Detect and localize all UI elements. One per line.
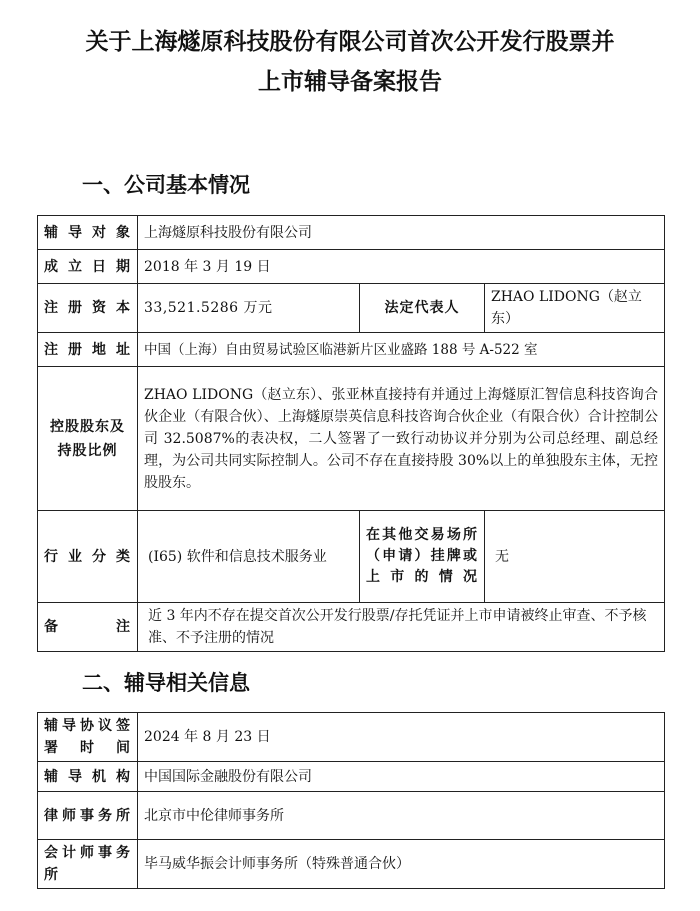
founded-value: 2018 年 3 月 19 日 bbox=[138, 250, 665, 284]
table-row bbox=[38, 762, 665, 792]
law-firm-value: 北京市中伦律师事务所 bbox=[138, 792, 665, 840]
address-label: 注册地址 bbox=[38, 333, 138, 367]
industry-value: (I65) 软件和信息技术服务业 bbox=[138, 511, 360, 603]
agreement-label: 辅导协议签署时间 bbox=[38, 713, 138, 762]
shareholder-value: ZHAO LIDONG（赵立东）、张亚林直接持有并通过上海燧原汇智信息科技咨询合伙企业（有限合伙）、上海燧原崇英信息科技咨询合伙企业（有限合伙）合计控制公司 32.5087%的表决权，二人签署了一致行动协议并分别为公司总经理、副总经理，为公司共同实际控制人。公司不存在直接持股 30%以上的单独股东主体，无控股股东。 bbox=[138, 367, 665, 511]
institution-value: 中国国际金融股份有限公司 bbox=[138, 762, 665, 792]
founded-label: 成立日期 bbox=[38, 250, 138, 284]
remark-label: 备注 bbox=[38, 603, 138, 652]
legal-rep-label: 法定代表人 bbox=[360, 284, 485, 333]
section-2-heading: 二、辅导相关信息 bbox=[82, 671, 250, 695]
capital-label: 注册资本 bbox=[38, 284, 138, 333]
table-row bbox=[38, 250, 665, 284]
table-row bbox=[38, 603, 665, 652]
accounting-label: 会计师事务所 bbox=[38, 840, 138, 889]
table-row bbox=[38, 713, 665, 762]
title-line-1: 关于上海燧原科技股份有限公司首次公开发行股票并 bbox=[85, 29, 615, 55]
table-row bbox=[38, 367, 665, 511]
table-row bbox=[38, 216, 665, 250]
table-row bbox=[38, 333, 665, 367]
target-value: 上海燧原科技股份有限公司 bbox=[138, 216, 665, 250]
capital-value: 33,521.5286 万元 bbox=[138, 284, 360, 333]
other-listing-label: 在其他交易场所（申请）挂牌或上市的情况 bbox=[360, 511, 485, 603]
law-firm-label: 律师事务所 bbox=[38, 792, 138, 840]
table-row bbox=[38, 792, 665, 840]
accounting-value: 毕马威华振会计师事务所（特殊普通合伙） bbox=[138, 840, 665, 889]
agreement-value: 2024 年 8 月 23 日 bbox=[138, 713, 665, 762]
legal-rep-value: ZHAO LIDONG（赵立东） bbox=[485, 284, 665, 333]
tutoring-info-table bbox=[37, 712, 665, 889]
industry-label: 行业分类 bbox=[38, 511, 138, 603]
table-row bbox=[38, 840, 665, 889]
section-1-heading: 一、公司基本情况 bbox=[82, 173, 250, 197]
document-title bbox=[20, 22, 680, 102]
title-line-2: 上市辅导备案报告 bbox=[258, 69, 442, 95]
remark-value: 近 3 年内不存在提交首次公开发行股票/存托凭证并上市申请被终止审查、不予核准、不予注册的情况 bbox=[138, 603, 665, 652]
table-row bbox=[38, 284, 665, 333]
target-label: 辅导对象 bbox=[38, 216, 138, 250]
institution-label: 辅导机构 bbox=[38, 762, 138, 792]
table-row bbox=[38, 511, 665, 603]
other-listing-value: 无 bbox=[485, 511, 665, 603]
company-info-table bbox=[37, 215, 665, 652]
shareholder-label: 控股股东及持股比例 bbox=[38, 367, 138, 511]
address-value: 中国（上海）自由贸易试验区临港新片区业盛路 188 号 A-522 室 bbox=[138, 333, 665, 367]
